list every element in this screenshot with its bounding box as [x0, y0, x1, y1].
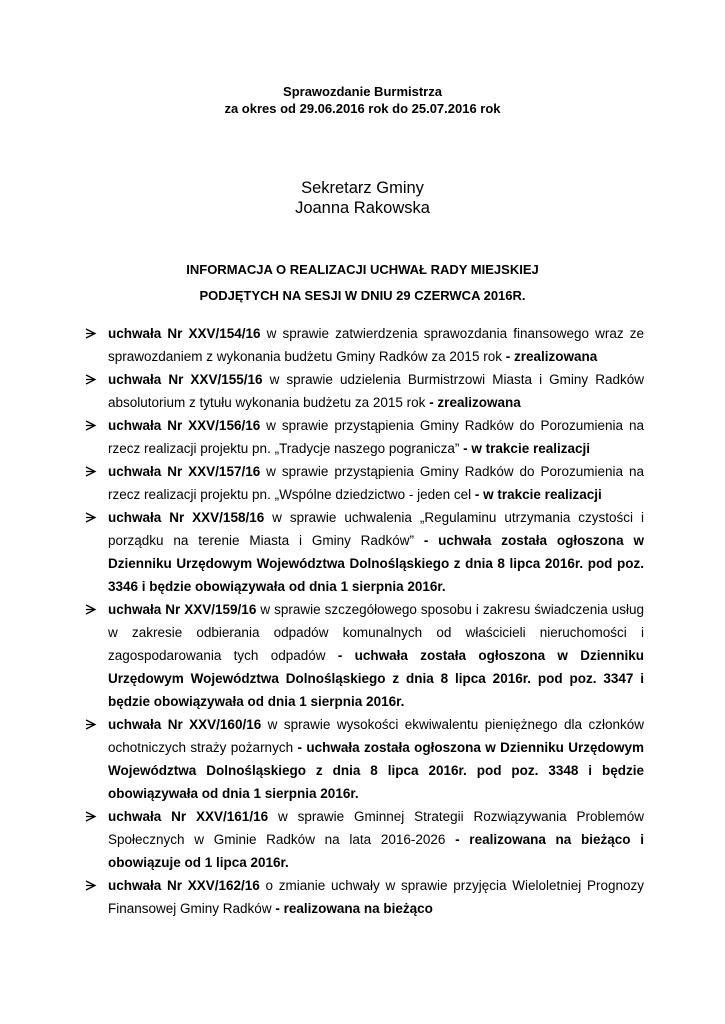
author-role: Sekretarz Gminy	[301, 179, 424, 197]
resolution-status: - uchwała została ogłoszona w Dzienniku Urzędowym Województwa Dolnośląskiego z dnia 8 lipca 2016r. pod poz. 3348 i będzie obowiązywała od dnia 1 sierpnia 2016r.	[108, 740, 644, 801]
section-heading-line2: PODJĘTYCH NA SESJI W DNIU 29 CZERWCA 2016R.	[199, 288, 526, 303]
arrow-bullet-icon	[84, 460, 98, 483]
arrow-bullet-icon	[84, 598, 98, 621]
resolution-number: uchwała Nr XXV/158/16	[108, 510, 265, 525]
section-heading-line1: INFORMACJA O REALIZACJI UCHWAŁ RADY MIEJSKIEJ	[186, 262, 539, 277]
resolutions-list	[84, 322, 644, 920]
arrow-bullet-icon	[84, 322, 98, 345]
list-item	[84, 414, 644, 460]
resolution-text: w sprawie udzielenia Burmistrzowi Miasta i Gminy Radków absolutorium z tytułu wykonania budżetu za 2015 rok	[108, 372, 645, 410]
resolution-number: uchwała Nr XXV/155/16	[108, 372, 263, 387]
resolution-text: w sprawie przystąpienia Gminy Radków do Porozumienia na rzecz realizacji projektu pn. „Tradycje naszego pogranicza”	[108, 418, 645, 456]
resolution-text: w sprawie przystąpienia Gminy Radków do Porozumienia na rzecz realizacji projektu pn. „Wspólne dziedzictwo - jeden cel	[108, 464, 645, 502]
resolution-status: - realizowana na bieżąco i obowiązuje od 1 lipca 2016r.	[108, 832, 644, 870]
resolution-number: uchwała Nr XXV/160/16	[108, 717, 262, 732]
arrow-bullet-icon	[84, 414, 98, 437]
resolution-number: uchwała Nr XXV/162/16	[108, 878, 260, 893]
resolution-status: - uchwała została ogłoszona w Dzienniku Urzędowym Województwa Dolnośląskiego z dnia 8 lipca 2016r. pod poz. 3346 i będzie obowiązywała od dnia 1 sierpnia 2016r.	[108, 533, 644, 594]
list-item	[84, 460, 644, 506]
list-item	[84, 713, 644, 805]
arrow-bullet-icon	[84, 713, 98, 736]
list-item	[84, 506, 644, 598]
resolution-number: uchwała Nr XXV/156/16	[108, 418, 261, 433]
arrow-bullet-icon	[84, 368, 98, 391]
report-period: za okres od 29.06.2016 rok do 25.07.2016 rok	[224, 101, 501, 116]
resolution-text: o zmianie uchwały w sprawie przyjęcia Wieloletniej Prognozy Finansowej Gminy Radków	[108, 878, 644, 916]
list-item	[84, 874, 644, 920]
list-item	[84, 322, 644, 368]
resolution-number: uchwała Nr XXV/154/16	[108, 326, 261, 341]
resolution-text: w sprawie szczegółowego sposobu i zakresu świadczenia usług w zakresie odbierania odpadów komunalnych od właścicieli nieruchomości i zagospodarowania tych odpadów	[108, 602, 645, 663]
resolution-number: uchwała Nr XXV/157/16	[108, 464, 261, 479]
resolution-status: - zrealizowana	[505, 349, 598, 364]
list-item	[84, 598, 644, 713]
arrow-bullet-icon	[84, 805, 98, 828]
resolution-number: uchwała Nr XXV/161/16	[108, 809, 269, 824]
report-title: Sprawozdanie Burmistrza	[283, 84, 442, 99]
resolution-status: - w trakcie realizacji	[474, 487, 602, 502]
resolution-text: w sprawie zatwierdzenia sprawozdania finansowego wraz ze sprawozdaniem z wykonania budżetu Gminy Radków za 2015 rok	[108, 326, 644, 364]
arrow-bullet-icon	[84, 506, 98, 529]
author-name: Joanna Rakowska	[295, 199, 430, 217]
resolution-text: w sprawie Gminnej Strategii Rozwiązywania Problemów Społecznych w Gminie Radków na lata 2016-2026	[108, 809, 644, 847]
list-item	[84, 368, 644, 414]
resolution-status: - uchwała została ogłoszona w Dzienniku Urzędowym Województwa Dolnośląskiego z dnia 8 lipca 2016r. pod poz. 3347 i będzie obowiązywała od dnia 1 sierpnia 2016r.	[108, 648, 644, 709]
resolution-number: uchwała Nr XXV/159/16	[108, 602, 257, 617]
list-item	[84, 805, 644, 874]
resolution-text: w sprawie wysokości ekwiwalentu pieniężnego dla członków ochotniczych straży pożarnych	[108, 717, 644, 755]
resolution-text: w sprawie uchwalenia „Regulaminu utrzymania czystości i porządku na terenie Miasta i Gminy Radków”	[108, 510, 645, 548]
resolution-status: - w trakcie realizacji	[463, 441, 590, 456]
resolution-status: - realizowana na bieżąco	[275, 901, 433, 916]
arrow-bullet-icon	[84, 874, 98, 897]
resolution-status: - zrealizowana	[429, 395, 521, 410]
